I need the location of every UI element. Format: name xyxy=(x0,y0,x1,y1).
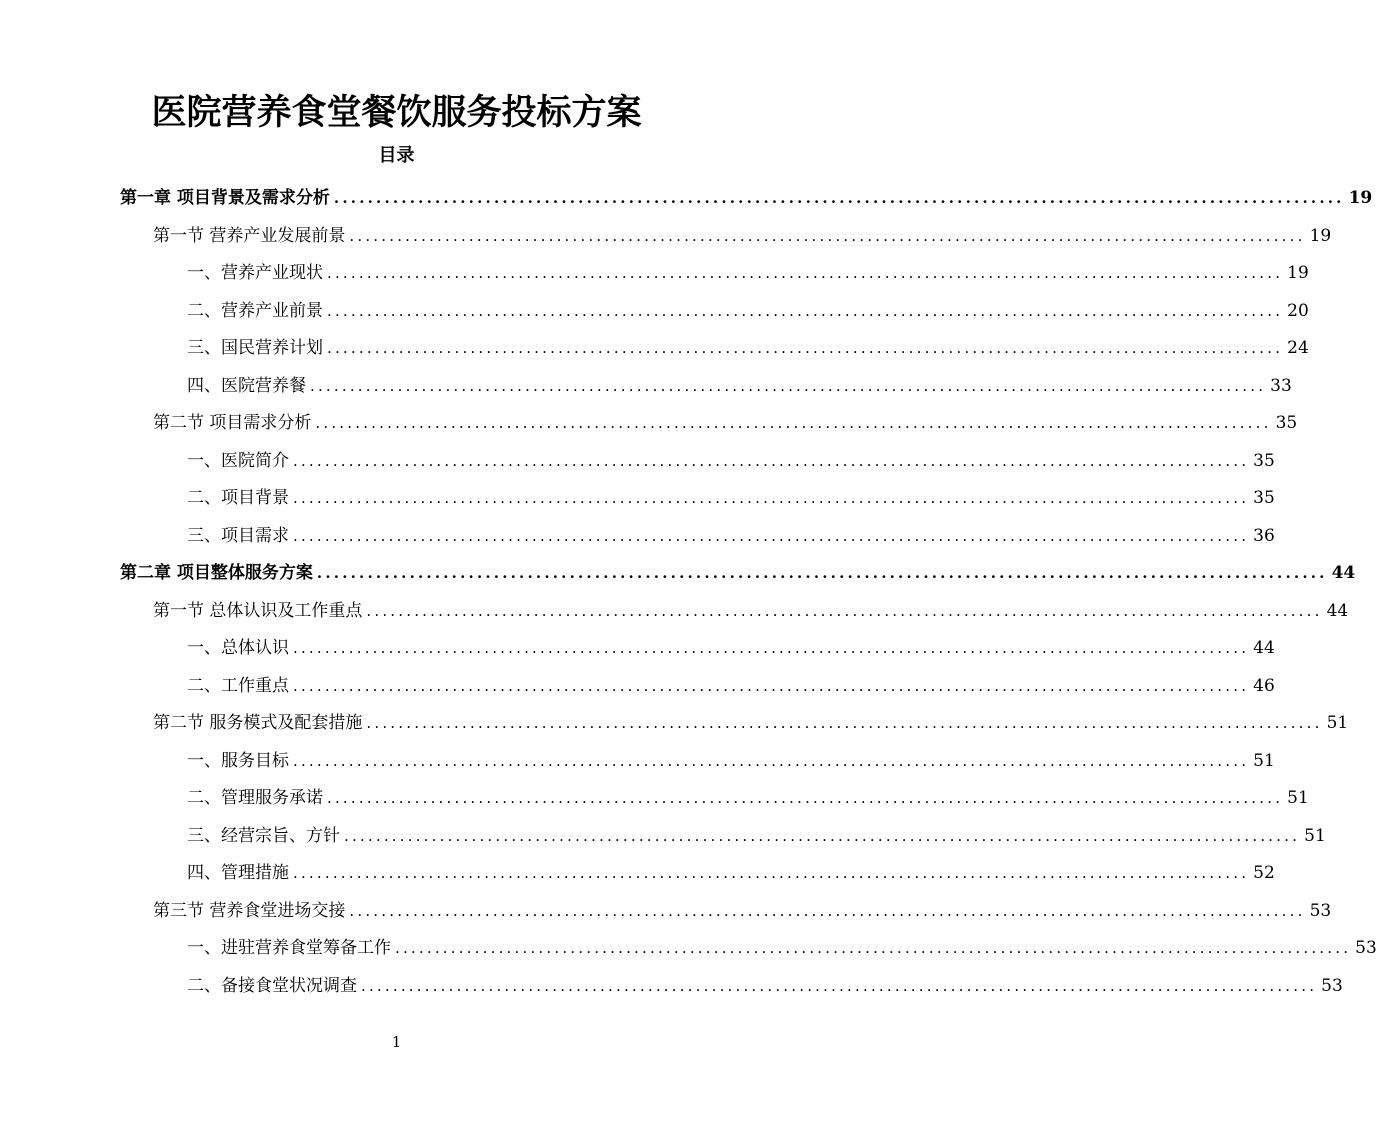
page-number: 1 xyxy=(391,1033,402,1051)
toc-entry-item[interactable] xyxy=(120,293,1309,331)
toc-dot-leader: ........................................................................................................................ xyxy=(293,751,1250,770)
toc-entry-chapter[interactable] xyxy=(120,555,1356,593)
toc-entry-section[interactable] xyxy=(120,893,1332,931)
toc-dot-leader: ........................................................................................................................ xyxy=(327,264,1284,282)
toc-entry-item[interactable] xyxy=(120,368,1292,406)
toc-dot-leader: ........................................................................................................................ xyxy=(349,226,1306,245)
toc-dot-leader: ........................................................................................................................ xyxy=(349,901,1306,920)
document-title: 医院营养食堂餐饮服务投标方案 xyxy=(151,92,642,133)
toc-entry-label: 四、医院营养餐 xyxy=(187,375,306,396)
toc-entry-label: 第二章 项目整体服务方案 xyxy=(120,563,313,583)
toc-dot-leader: ........................................................................................................................ xyxy=(293,526,1250,545)
toc-entry-page-number: 46 xyxy=(1253,675,1275,696)
toc-entry-label: 一、医院简介 xyxy=(187,450,289,471)
toc-entry-page-number: 51 xyxy=(1326,713,1349,733)
toc-dot-leader: ........................................................................................................................ xyxy=(293,451,1250,470)
toc-entry-item[interactable] xyxy=(120,780,1309,818)
toc-entry-label: 二、工作重点 xyxy=(187,675,289,696)
toc-entry-page-number: 51 xyxy=(1304,825,1326,846)
toc-entry-label: 二、管理服务承诺 xyxy=(187,788,323,808)
toc-entry-page-number: 19 xyxy=(1309,225,1332,246)
toc-dot-leader: ........................................................................................................................ xyxy=(333,189,1345,207)
toc-entry-page-number: 19 xyxy=(1287,263,1309,283)
toc-entry-page-number: 53 xyxy=(1309,900,1332,921)
toc-dot-leader: ........................................................................................................................ xyxy=(293,676,1250,695)
toc-entry-page-number: 24 xyxy=(1287,338,1309,358)
toc-entry-section[interactable] xyxy=(120,405,1298,443)
toc-entry-label: 第二节 项目需求分析 xyxy=(153,413,312,433)
toc-dot-leader: ........................................................................................................................ xyxy=(293,864,1250,882)
toc-entry-label: 第一章 项目背景及需求分析 xyxy=(120,188,330,208)
toc-dot-leader: ........................................................................................................................ xyxy=(293,489,1250,507)
toc-entry-label: 三、项目需求 xyxy=(187,525,289,546)
toc-entry-label: 一、服务目标 xyxy=(187,750,289,771)
toc-entry-label: 一、营养产业现状 xyxy=(187,263,323,283)
toc-dot-leader: ........................................................................................................................ xyxy=(315,414,1272,432)
toc-entry-item[interactable] xyxy=(120,518,1275,556)
toc-entry-item[interactable] xyxy=(120,443,1275,481)
toc-entry-label: 二、营养产业前景 xyxy=(187,300,323,321)
toc-entry-page-number: 51 xyxy=(1287,788,1309,808)
toc-entry-item[interactable] xyxy=(120,330,1309,368)
toc-entry-item[interactable] xyxy=(120,818,1326,856)
toc-entry-section[interactable] xyxy=(120,593,1349,631)
toc-dot-leader: ........................................................................................................................ xyxy=(327,301,1284,320)
toc-dot-leader: ........................................................................................................................ xyxy=(344,826,1301,845)
toc-entry-item[interactable] xyxy=(120,630,1275,668)
toc-entry-page-number: 19 xyxy=(1348,188,1373,208)
toc-entry-item[interactable] xyxy=(120,930,1377,968)
toc-entry-page-number: 53 xyxy=(1321,975,1343,996)
toc-dot-leader: ........................................................................................................................ xyxy=(310,376,1267,395)
toc-entry-page-number: 35 xyxy=(1275,413,1298,433)
toc-entry-label: 一、进驻营养食堂筹备工作 xyxy=(187,938,391,958)
toc-entry-label: 四、管理措施 xyxy=(187,863,289,883)
toc-entry-page-number: 52 xyxy=(1253,863,1275,883)
toc-entry-label: 三、国民营养计划 xyxy=(187,338,323,358)
toc-dot-leader: ........................................................................................................................ xyxy=(366,601,1323,620)
toc-entry-label: 三、经营宗旨、方针 xyxy=(187,825,340,846)
toc-entry-label: 第一节 营养产业发展前景 xyxy=(153,225,346,246)
toc-entry-label: 第二节 服务模式及配套措施 xyxy=(153,713,363,733)
toc-entry-item[interactable] xyxy=(120,668,1275,706)
toc-entry-item[interactable] xyxy=(120,255,1309,293)
toc-entry-page-number: 51 xyxy=(1253,750,1275,771)
toc-entry-page-number: 20 xyxy=(1287,300,1309,321)
toc-dot-leader: ........................................................................................................................ xyxy=(395,939,1352,957)
toc-dot-leader: ........................................................................................................................ xyxy=(366,714,1323,732)
toc-entry-label: 第一节 总体认识及工作重点 xyxy=(153,600,363,621)
toc-entry-section[interactable] xyxy=(120,218,1332,256)
toc-entry-item[interactable] xyxy=(120,968,1343,1006)
toc-entry-chapter[interactable] xyxy=(120,180,1373,218)
toc-dot-leader: ........................................................................................................................ xyxy=(293,639,1250,657)
toc-entry-label: 一、总体认识 xyxy=(187,638,289,658)
toc-heading: 目录 xyxy=(378,145,415,166)
toc-dot-leader: ........................................................................................................................ xyxy=(327,339,1284,357)
toc-entry-page-number: 33 xyxy=(1270,375,1292,396)
toc-entry-item[interactable] xyxy=(120,743,1275,781)
toc-entry-section[interactable] xyxy=(120,705,1349,743)
toc-entry-page-number: 35 xyxy=(1253,450,1275,471)
toc-entry-page-number: 36 xyxy=(1253,525,1275,546)
toc-entry-page-number: 44 xyxy=(1326,600,1349,621)
toc-entry-item[interactable] xyxy=(120,855,1275,893)
toc-entry-label: 二、项目背景 xyxy=(187,488,289,508)
toc-entry-page-number: 35 xyxy=(1253,488,1275,508)
toc-dot-leader: ........................................................................................................................ xyxy=(327,789,1284,807)
toc-dot-leader: ........................................................................................................................ xyxy=(316,564,1328,582)
toc-entry-page-number: 44 xyxy=(1253,638,1275,658)
toc-entry-label: 二、备接食堂状况调查 xyxy=(187,975,357,996)
toc-entry-item[interactable] xyxy=(120,480,1275,518)
table-of-contents xyxy=(120,180,1377,1005)
toc-entry-page-number: 44 xyxy=(1331,563,1356,583)
toc-entry-page-number: 53 xyxy=(1355,938,1377,958)
toc-dot-leader: ........................................................................................................................ xyxy=(361,976,1318,995)
toc-entry-label: 第三节 营养食堂进场交接 xyxy=(153,900,346,921)
